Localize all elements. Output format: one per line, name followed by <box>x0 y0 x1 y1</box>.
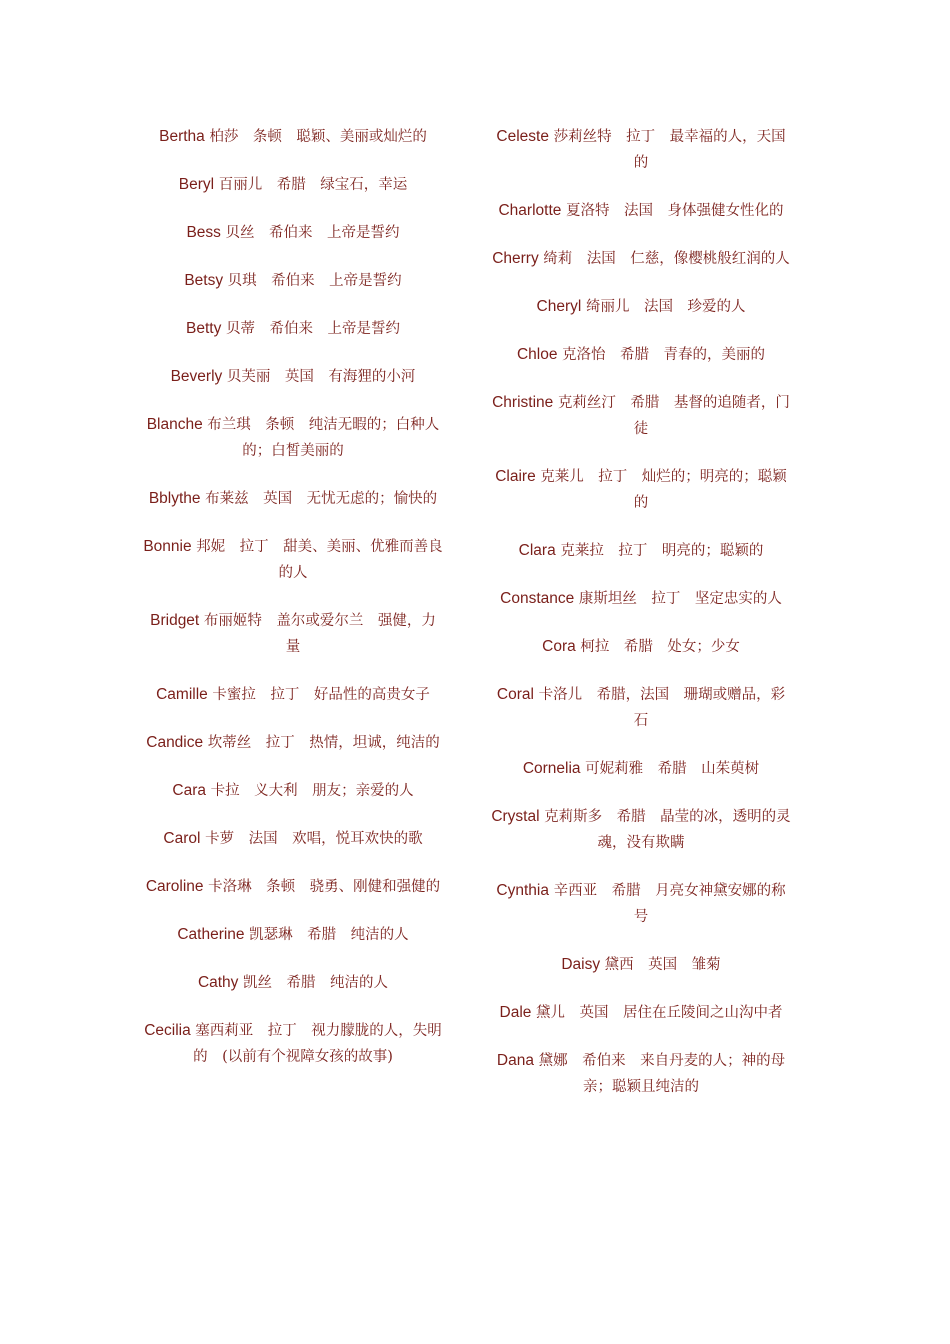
name-entry <box>491 804 791 856</box>
name-entry <box>491 390 791 442</box>
english-name: Dale <box>499 1004 532 1021</box>
name-entry <box>491 1000 791 1026</box>
name-details: 克莱拉 拉丁 明亮的；聪颖的 <box>555 543 764 559</box>
name-entry <box>143 486 443 512</box>
english-name: Blanche <box>146 416 203 433</box>
english-name: Charlotte <box>498 202 562 219</box>
name-details: 卡拉 义大利 朋友；亲爱的人 <box>206 783 414 799</box>
name-entry <box>143 364 443 390</box>
name-entry <box>143 268 443 294</box>
name-entry <box>143 682 443 708</box>
name-details: 贝丝 希伯来 上帝是誓约 <box>220 225 400 241</box>
name-details: 布丽姬特 盖尔或爱尔兰 强健，力量 <box>199 613 436 655</box>
english-name: Coral <box>496 686 534 703</box>
name-entry <box>491 952 791 978</box>
english-name: Candice <box>146 734 204 751</box>
name-details: 柯拉 希腊 处女；少女 <box>575 639 740 655</box>
english-name: Betsy <box>184 272 224 289</box>
name-details: 莎莉丝特 拉丁 最幸福的人，天国的 <box>548 129 786 171</box>
english-name: Constance <box>500 590 575 607</box>
english-name: Beverly <box>170 368 223 385</box>
name-details: 坎蒂丝 拉丁 热情，坦诚，纯洁的 <box>203 735 440 751</box>
name-details: 卡蜜拉 拉丁 好品性的高贵女子 <box>207 687 430 703</box>
name-entry <box>143 316 443 342</box>
name-details: 塞西莉亚 拉丁 视力朦胧的人，失明的 (以前有个视障女孩的故事) <box>190 1023 442 1065</box>
name-details: 卡洛琳 条顿 骁勇、刚健和强健的 <box>203 879 441 895</box>
name-details: 夏洛特 法国 身体强健女性化的 <box>561 203 784 219</box>
name-entry <box>491 756 791 782</box>
name-entry <box>143 534 443 586</box>
name-entry <box>143 778 443 804</box>
name-entry <box>143 730 443 756</box>
name-details: 康斯坦丝 拉丁 坚定忠实的人 <box>574 591 782 607</box>
name-entry <box>491 246 791 272</box>
english-name: Cynthia <box>496 882 549 899</box>
english-name: Betty <box>186 320 222 337</box>
name-entry <box>491 124 791 176</box>
english-name: Beryl <box>178 176 215 193</box>
name-details: 克莉丝汀 希腊 基督的追随者，门徒 <box>553 395 790 437</box>
name-entry <box>491 1048 791 1100</box>
name-details: 百丽儿 希腊 绿宝石，幸运 <box>214 177 408 193</box>
name-details: 布莱兹 英国 无忧无虑的；愉快的 <box>200 491 438 507</box>
name-entry <box>491 586 791 612</box>
english-name: Daisy <box>561 956 601 973</box>
english-name: Catherine <box>177 926 245 943</box>
name-details: 辛西亚 希腊 月亮女神黛安娜的称号 <box>548 883 786 925</box>
name-entry <box>143 124 443 150</box>
name-details: 凯瑟琳 希腊 纯洁的人 <box>244 927 409 943</box>
english-name: Crystal <box>491 808 540 825</box>
name-details: 卡洛儿 希腊，法国 珊瑚或赠品，彩石 <box>533 687 786 729</box>
english-name: Cathy <box>197 974 239 991</box>
name-details: 柏莎 条顿 聪颖、美丽或灿烂的 <box>204 129 427 145</box>
name-entry <box>491 634 791 660</box>
english-name: Bonnie <box>143 538 192 555</box>
name-details: 布兰琪 条顿 纯洁无暇的；白种人的；白皙美丽的 <box>202 417 440 459</box>
name-details: 凯丝 希腊 纯洁的人 <box>238 975 389 991</box>
name-entry <box>143 220 443 246</box>
name-details: 绮丽儿 法国 珍爱的人 <box>581 299 746 315</box>
english-name: Celeste <box>496 128 549 145</box>
english-name: Clara <box>518 542 556 559</box>
name-entry <box>143 874 443 900</box>
name-entry <box>143 826 443 852</box>
name-details: 可妮莉雅 希腊 山茱萸树 <box>580 761 760 777</box>
name-details: 克莉斯多 希腊 晶莹的冰，透明的灵魂，没有欺瞒 <box>539 809 791 851</box>
english-name: Cornelia <box>522 760 581 777</box>
name-entry <box>143 1018 443 1070</box>
english-name: Cherry <box>492 250 539 267</box>
name-details: 卡萝 法国 欢唱，悦耳欢快的歌 <box>200 831 423 847</box>
name-details: 黛儿 英国 居住在丘陵间之山沟中者 <box>531 1005 783 1021</box>
english-name: Carol <box>163 830 201 847</box>
left-column <box>143 124 443 1092</box>
name-details: 黛娜 希伯来 来自丹麦的人；神的母亲；聪颖且纯洁的 <box>533 1053 786 1095</box>
english-name: Dana <box>496 1052 534 1069</box>
name-details: 邦妮 拉丁 甜美、美丽、优雅而善良的人 <box>191 539 443 581</box>
english-name: Cora <box>542 638 576 655</box>
name-entry <box>491 682 791 734</box>
name-entry <box>491 538 791 564</box>
english-name: Cheryl <box>536 298 582 315</box>
name-details: 绮莉 法国 仁慈，像樱桃般红润的人 <box>538 251 790 267</box>
name-details: 黛西 英国 雏菊 <box>600 957 721 973</box>
name-entry <box>143 970 443 996</box>
name-details: 克洛怡 希腊 青春的，美丽的 <box>557 347 766 363</box>
english-name: Bridget <box>150 612 200 629</box>
name-entry <box>491 294 791 320</box>
english-name: Camille <box>156 686 208 703</box>
english-name: Christine <box>492 394 554 411</box>
english-name: Cara <box>172 782 206 799</box>
name-entry <box>491 464 791 516</box>
english-name: Bess <box>186 224 221 241</box>
english-name: Bertha <box>159 128 205 145</box>
name-entry <box>143 608 443 660</box>
english-name: Chloe <box>516 346 558 363</box>
name-details: 贝琪 希伯来 上帝是誓约 <box>223 273 402 289</box>
name-entry <box>143 922 443 948</box>
english-name: Claire <box>495 468 536 485</box>
english-name: Caroline <box>145 878 204 895</box>
name-entry <box>143 172 443 198</box>
english-name: Bblythe <box>148 490 201 507</box>
name-entry <box>143 412 443 464</box>
name-entry <box>491 198 791 224</box>
english-name: Cecilia <box>144 1022 191 1039</box>
name-details: 贝蒂 希伯来 上帝是誓约 <box>221 321 400 337</box>
name-entry <box>491 878 791 930</box>
name-entry <box>491 342 791 368</box>
name-details: 克莱儿 拉丁 灿烂的；明亮的；聪颖的 <box>535 469 787 511</box>
name-details: 贝芙丽 英国 有海狸的小河 <box>222 369 416 385</box>
right-column <box>491 124 791 1122</box>
